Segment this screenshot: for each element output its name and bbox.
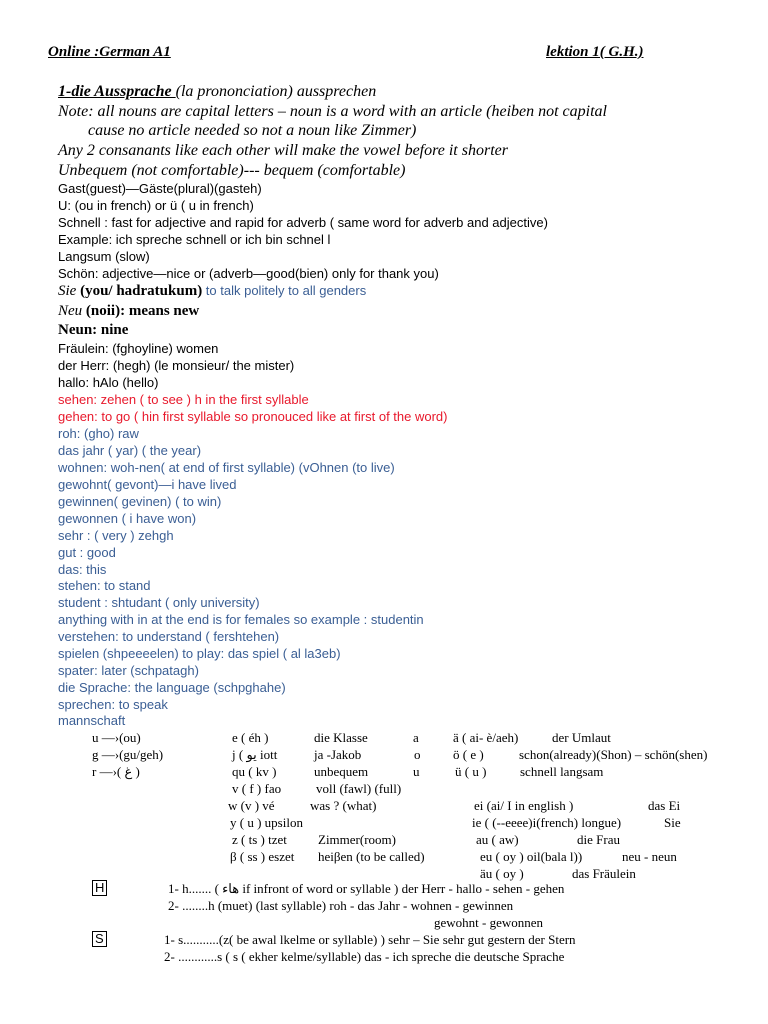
table-cell: y ( u ) upsilon [230,815,303,830]
table-cell: u —›(ou) [92,730,141,745]
neun-line: Neun: nine [58,322,129,338]
rule-h-1: 1- h....... ( هاء if infront of word or syllable ) der Herr - hallo - sehen - gehen [168,881,565,896]
table-cell: heiβen (to be called) [318,849,425,864]
section-title-main: 1-die Aussprache [58,83,176,100]
table-cell: neu - neun [622,849,677,864]
blue-line: sehr : ( very ) zehgh [58,528,174,543]
section-title [58,83,376,101]
table-cell: a [413,730,419,745]
table-cell: schnell langsam [520,764,604,779]
text-line: Example: ich spreche schnell or ich bin schnel l [58,232,331,247]
table-cell: schon(already)(Shon) – schön(shen) [519,747,708,762]
table-cell: ö ( e ) [453,747,484,762]
blue-line: sprechen: to speak [58,697,168,712]
rule-h-3: gewohnt - gewonnen [434,915,544,930]
neu-line [58,303,199,320]
sie-word: Sie [58,283,77,299]
blue-line: mannschaft [58,713,126,728]
note-line-3: Any 2 consanants like each other will make the vowel before it shorter [58,142,508,159]
table-cell: das Fräulein [572,866,636,881]
text-line: Langsum (slow) [58,249,150,264]
table-cell: das Ei [648,798,681,813]
rule-s-1: 1- s...........(z( be awal lkelme or syllable) ) sehr – Sie sehr gut gestern der Stern [164,932,576,947]
table-cell: was ? (what) [310,798,377,813]
table-cell: o [414,747,421,762]
table-cell: z ( ts ) tzet [232,832,287,847]
note-line-2: cause no article needed so not a noun like Zimmer) [88,122,417,139]
rule-h-2: 2- ........h (muet) (last syllable) roh - das Jahr - wohnen - gewinnen [168,898,514,913]
blue-line: stehen: to stand [58,578,151,593]
table-cell: r —›( غ ) [92,764,140,779]
blue-line: gewonnen ( i have won) [58,511,197,526]
table-cell: e ( éh ) [232,730,269,745]
blue-line: roh: (gho) raw [58,426,139,441]
text-line: U: (ou in french) or ü ( u in french) [58,198,254,213]
table-cell: v ( f ) fao [232,781,282,796]
table-cell: der Umlaut [552,730,611,745]
blue-line: gut : good [58,545,116,560]
sie-note: to talk politely to all genders [202,283,367,298]
blue-line: anything with in at the end is for females so example : studentin [58,612,424,627]
section-subtitle: (la prononciation) aussprechen [175,83,377,100]
doc-header-right: lektion 1( G.H.) [546,44,644,60]
red-line: sehen: zehen ( to see ) h in the first syllable [58,392,309,407]
blue-line: wohnen: woh-nen( at end of first syllable) (vOhnen (to live) [58,460,395,475]
table-cell: äu ( oy ) [480,866,524,881]
blue-line: das jahr ( yar) ( the year) [58,443,202,458]
text-line: Schön: adjective—nice or (adverb—good(bien) only for thank you) [58,266,439,281]
blue-line: verstehen: to understand ( fershtehen) [58,629,280,644]
rule-s-2: 2- ............s ( s ( ekher kelme/syllable) das - ich spreche die deutsche Sprache [164,949,565,964]
neu-word: Neu [58,303,83,319]
table-cell: ei (ai/ I in english ) [474,798,574,813]
blue-line: gewinnen( gevinen) ( to win) [58,494,222,509]
table-cell: g —›(gu/geh) [92,747,164,762]
s-letter-box: S [92,931,107,947]
table-cell: qu ( kv ) [232,764,277,779]
blue-line: student : shtudant ( only university) [58,595,260,610]
text-line: Fräulein: (fghoyline) women [58,341,219,356]
text-line: hallo: hAlo (hello) [58,375,159,390]
table-cell: unbequem [314,764,369,779]
text-line: Schnell : fast for adjective and rapid for adverb ( same word for adverb and adjective) [58,215,548,230]
table-cell: ü ( u ) [455,764,487,779]
table-cell: au ( aw) [476,832,519,847]
table-cell: voll (fawl) (full) [316,781,402,796]
table-cell: u [413,764,420,779]
sie-meaning: (you/ hadratukum) [76,283,203,299]
table-cell: Zimmer(room) [318,832,396,847]
note-line-4: Unbequem (not comfortable)--- bequem (comfortable) [58,162,406,179]
h-letter-box: H [92,880,107,896]
table-cell: die Klasse [314,730,368,745]
text-line: der Herr: (hegh) (le monsieur/ the mister) [58,358,295,373]
blue-line: das: this [58,562,107,577]
blue-line: gewohnt( gevont)—i have lived [58,477,237,492]
doc-header-left: Online :German A1 [48,44,171,60]
note-line-1: Note: all nouns are capital letters – noun is a word with an article (heiben not capital [58,103,607,120]
neu-meaning: (noii): means new [82,303,200,319]
table-cell: ie ( (--eeee)i(french) longue) [472,815,622,830]
sie-line [58,283,366,300]
table-cell: ja -Jakob [314,747,362,762]
table-cell: die Frau [577,832,620,847]
table-cell: Sie [664,815,681,830]
table-cell: β ( ss ) eszet [230,849,295,864]
table-cell: ä ( ai- è/aeh) [453,730,519,745]
blue-line: spielen (shpeeeelen) to play: das spiel ( al la3eb) [58,646,341,661]
table-cell: eu ( oy ) oil(bala l)) [480,849,583,864]
blue-line: die Sprache: the language (schpghahe) [58,680,286,695]
red-line: gehen: to go ( hin first syllable so pronouced like at first of the word) [58,409,448,424]
blue-line: spater: later (schpatagh) [58,663,199,678]
table-cell: w (v ) vé [228,798,275,813]
table-cell: j ( يو iott [232,747,278,762]
text-line: Gast(guest)—Gäste(plural)(gasteh) [58,181,262,196]
